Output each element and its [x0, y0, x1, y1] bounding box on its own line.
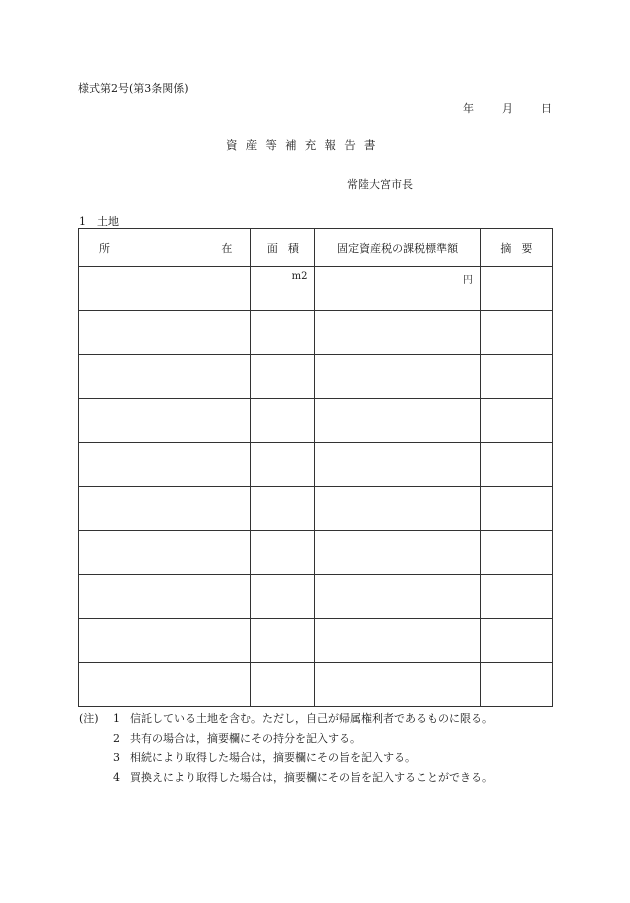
table-row	[79, 531, 553, 575]
cell-location[interactable]	[79, 355, 251, 399]
table-row	[79, 619, 553, 663]
cell-area[interactable]	[251, 531, 315, 575]
cell-taxable-value[interactable]	[315, 267, 480, 311]
cell-taxable-value[interactable]	[315, 443, 480, 487]
header-location-right: 在	[221, 241, 233, 255]
note-item	[79, 729, 493, 749]
note-item	[79, 768, 493, 788]
cell-location[interactable]	[79, 311, 251, 355]
cell-remarks[interactable]	[480, 531, 552, 575]
addressee: 常陸大宮市長	[347, 178, 413, 191]
unit-area: m2	[291, 271, 308, 282]
cell-taxable-value[interactable]	[315, 663, 480, 707]
notes-prefix: (注)	[79, 712, 99, 725]
table-row	[79, 487, 553, 531]
note-item	[79, 709, 493, 729]
table-row	[79, 355, 553, 399]
cell-taxable-value[interactable]	[315, 355, 480, 399]
cell-area[interactable]	[251, 267, 315, 311]
cell-remarks[interactable]	[480, 267, 552, 311]
header-location	[79, 229, 251, 267]
cell-location[interactable]	[79, 663, 251, 707]
cell-taxable-value[interactable]	[315, 619, 480, 663]
document-title: 資産等補充報告書	[226, 138, 384, 152]
unit-yen: 円	[462, 275, 473, 286]
note-number: 3	[113, 751, 120, 764]
note-text: 信託している土地を含む。ただし，自己が帰属権利者であるものに限る。	[130, 712, 493, 725]
cell-location[interactable]	[79, 531, 251, 575]
cell-taxable-value[interactable]	[315, 311, 480, 355]
cell-location[interactable]	[79, 443, 251, 487]
cell-remarks[interactable]	[480, 575, 552, 619]
note-text: 共有の場合は，摘要欄にその持分を記入する。	[130, 731, 361, 745]
land-table	[78, 228, 553, 707]
cell-remarks[interactable]	[480, 487, 552, 531]
cell-area[interactable]	[251, 619, 315, 663]
cell-location[interactable]	[79, 575, 251, 619]
notes-section	[79, 709, 493, 787]
cell-taxable-value[interactable]	[315, 487, 480, 531]
cell-remarks[interactable]	[480, 619, 552, 663]
cell-remarks[interactable]	[480, 355, 552, 399]
table-row	[79, 399, 553, 443]
note-text: 買換えにより取得した場合は，摘要欄にその旨を記入することができる。	[130, 770, 493, 784]
table-row	[79, 443, 553, 487]
table-row	[79, 663, 553, 707]
cell-remarks[interactable]	[480, 663, 552, 707]
date-day-label: 日	[541, 102, 552, 115]
cell-remarks[interactable]	[480, 399, 552, 443]
header-taxable-value	[315, 229, 480, 267]
header-remarks	[480, 229, 552, 267]
note-number: 2	[113, 731, 120, 745]
cell-location[interactable]	[79, 267, 251, 311]
date-month-label: 月	[502, 102, 513, 115]
table-row	[79, 311, 553, 355]
cell-taxable-value[interactable]	[315, 531, 480, 575]
header-taxable-value-label: 固定資産税の課税標準額	[337, 241, 459, 255]
cell-taxable-value[interactable]	[315, 575, 480, 619]
note-text: 相続により取得した場合は，摘要欄にその旨を記入する。	[130, 751, 416, 764]
cell-area[interactable]	[251, 487, 315, 531]
table-header-row	[79, 229, 553, 267]
cell-area[interactable]	[251, 443, 315, 487]
note-number: 1	[113, 712, 120, 725]
cell-location[interactable]	[79, 619, 251, 663]
header-area	[251, 229, 315, 267]
header-location-left: 所	[99, 241, 110, 255]
header-area-label: 面積	[266, 241, 309, 255]
table-row	[79, 575, 553, 619]
cell-area[interactable]	[251, 663, 315, 707]
date-line	[463, 100, 552, 116]
cell-area[interactable]	[251, 575, 315, 619]
note-number: 4	[113, 770, 120, 784]
form-number: 様式第2号(第3条関係)	[78, 82, 189, 95]
cell-taxable-value[interactable]	[315, 399, 480, 443]
cell-area[interactable]	[251, 399, 315, 443]
cell-location[interactable]	[79, 487, 251, 531]
cell-location[interactable]	[79, 399, 251, 443]
cell-remarks[interactable]	[480, 443, 552, 487]
table-row	[79, 267, 553, 311]
cell-area[interactable]	[251, 311, 315, 355]
cell-remarks[interactable]	[480, 311, 552, 355]
date-year-label: 年	[463, 102, 474, 115]
cell-area[interactable]	[251, 355, 315, 399]
note-item	[79, 748, 493, 768]
header-remarks-label: 摘要	[500, 241, 543, 255]
section-label-land: 1 土地	[79, 215, 119, 228]
